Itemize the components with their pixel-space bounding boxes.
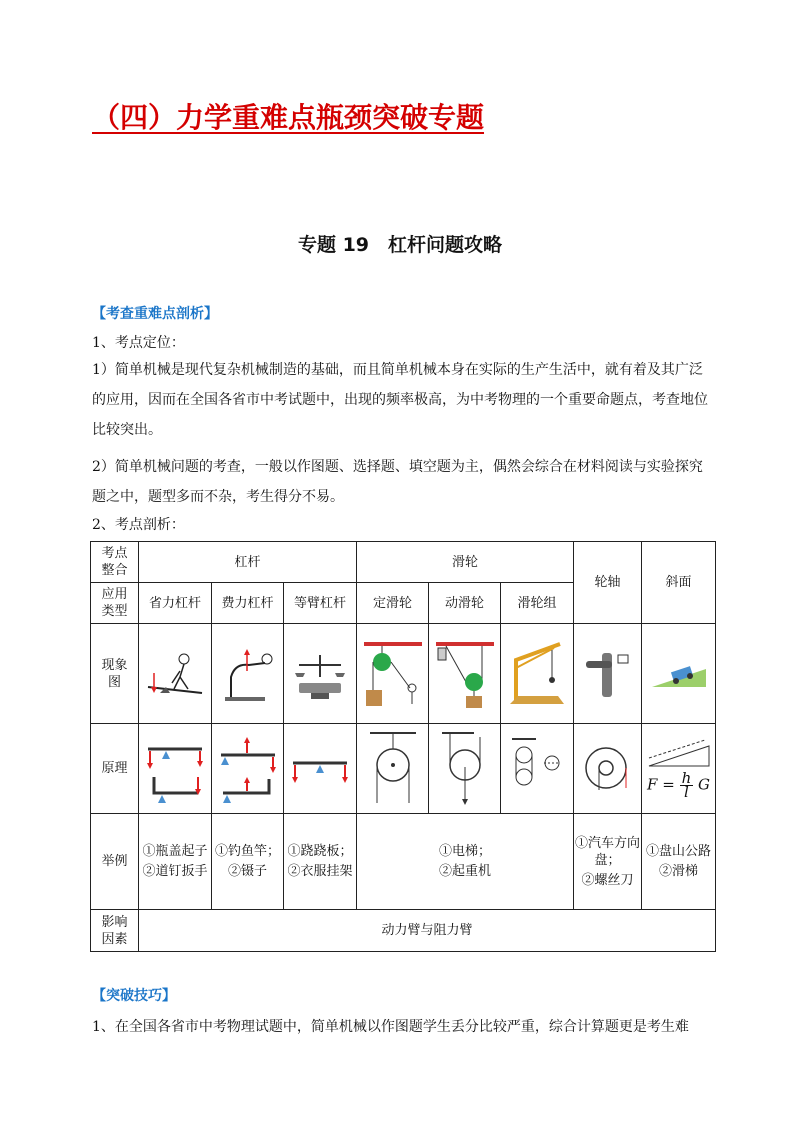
row-head-factors: 影响 因素 xyxy=(91,910,139,952)
group-slope: 斜面 xyxy=(642,542,716,624)
diagram-pulley-block xyxy=(501,724,574,814)
type-pulley-block: 滑轮组 xyxy=(501,583,574,624)
document-title: （四）力学重难点瓶颈突破专题 xyxy=(92,101,485,134)
paragraph-2: 2）简单机械问题的考查，一般以作图题、选择题、填空题为主，偶然会综合在材料阅读与实验探究题之中，题型多而不杂，考生得分不易。 xyxy=(92,459,703,505)
illustration-forearm xyxy=(212,624,284,724)
illustration-fixed-pulley xyxy=(357,624,429,724)
diagram-fixed-pulley xyxy=(357,724,429,814)
paragraph-1: 1）简单机械是现代复杂机械制造的基础，而且简单机械本身在实际的生产生活中，就有着及其广泛的应用，因而在全国各省市中考试题中，出现的频率极高，为中考物理的一个重要命题点，考查地位比较突出。 xyxy=(92,362,708,438)
diagram-lever-save xyxy=(139,724,212,814)
illustration-balance xyxy=(284,624,357,724)
illustration-incline-cart xyxy=(642,624,716,724)
illustration-door-handle xyxy=(574,624,642,724)
incline-formula: F = $\frac{h}{l}$ G xyxy=(647,769,711,801)
technique-line-1: 1、在全国各省市中考物理试题中，简单机械以作图题学生丢分比较严重，综合计算题更是考生难 xyxy=(92,1019,689,1035)
factors-value: 动力臂与阻力臂 xyxy=(139,910,716,952)
mechanics-table xyxy=(90,541,716,952)
row-head-type: 应用 类型 xyxy=(91,583,139,624)
type-lever-equal: 等臂杠杆 xyxy=(284,583,357,624)
examples-slope: ①盘山公路 ②滑梯 xyxy=(642,814,716,910)
item-2-label: 2、考点剖析： xyxy=(92,517,185,533)
type-movable-pulley: 动滑轮 xyxy=(429,583,501,624)
illustration-pry-bar xyxy=(139,624,212,724)
type-lever-save: 省力杠杆 xyxy=(139,583,212,624)
row-head-phenomenon: 现象 图 xyxy=(91,624,139,724)
group-lever: 杠杆 xyxy=(139,542,357,583)
illustration-movable-pulley xyxy=(429,624,501,724)
section-heading-techniques: 【突破技巧】 xyxy=(92,988,176,1004)
illustration-crane xyxy=(501,624,574,724)
row-head-topic: 考点 整合 xyxy=(91,542,139,583)
item-1-label: 1、考点定位： xyxy=(92,335,185,351)
group-pulley: 滑轮 xyxy=(357,542,574,583)
examples-lever-save: ①瓶盖起子 ②道钉扳手 xyxy=(139,814,212,910)
row-head-principle: 原理 xyxy=(91,724,139,814)
examples-lever-equal: ①跷跷板； ②衣服挂架 xyxy=(284,814,357,910)
examples-wheel-axle: ①汽车方向盘； ②螺丝刀 xyxy=(574,814,642,910)
section-heading-analysis: 【考查重难点剖析】 xyxy=(92,306,218,322)
examples-pulley: ①电梯； ②起重机 xyxy=(357,814,574,910)
diagram-wheel-axle xyxy=(574,724,642,814)
type-fixed-pulley: 定滑轮 xyxy=(357,583,429,624)
diagram-incline xyxy=(642,724,716,814)
row-head-examples: 举例 xyxy=(91,814,139,910)
type-lever-cost: 费力杠杆 xyxy=(212,583,284,624)
topic-title: 专题 19 杠杆问题攻略 xyxy=(297,234,503,256)
group-wheel-axle: 轮轴 xyxy=(574,542,642,624)
diagram-movable-pulley xyxy=(429,724,501,814)
examples-lever-cost: ①钓鱼竿； ②镊子 xyxy=(212,814,284,910)
diagram-lever-cost xyxy=(212,724,284,814)
diagram-lever-equal xyxy=(284,724,357,814)
